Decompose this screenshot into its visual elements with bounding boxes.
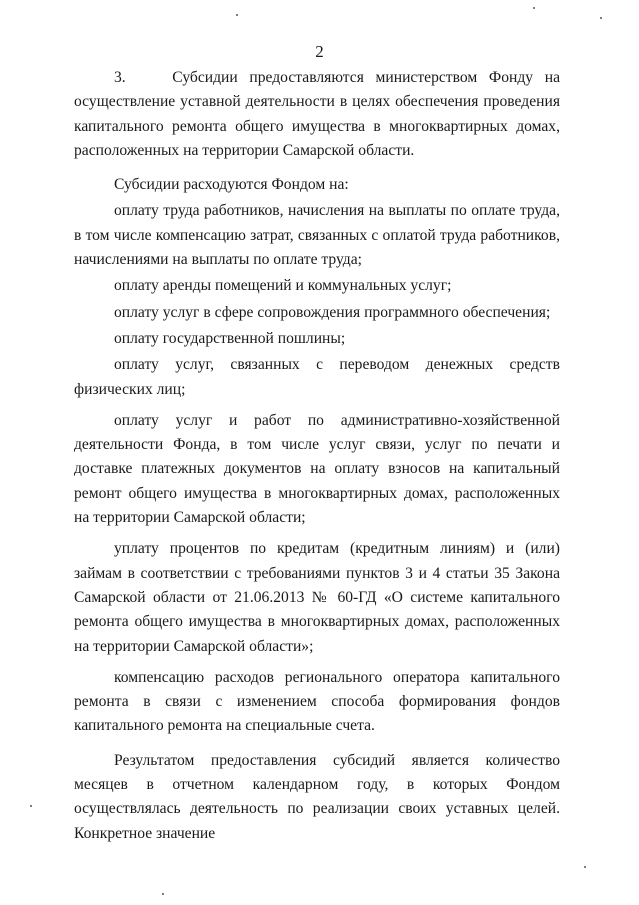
list-item-loan-interest: уплату процентов по кредитам (кредитным линиям) и (или) займам в соответствии с требованиями пунктов 3 и 4 статьи 35 Закона Самарской области от 21.06.2013 № 60-ГД «О системе капитального ремонта общего имущества в многоквартирных домах, расположенных на территории Самарской области»;: [74, 540, 560, 655]
paragraph-subsidies-spent-on: Субсидии расходуются Фондом на:: [114, 176, 349, 194]
scan-speck: [30, 805, 32, 807]
list-item-administrative-services: оплату услуг и работ по административно-хозяйственной деятельности Фонда, в том числе услуг связи, услуг по печати и доставке платежных документов на оплату взносов на капитальный ремонт общего имущества в многоквартирных домах, расположенных на территории Самарской области;: [74, 411, 560, 527]
scan-speck: [162, 893, 164, 895]
document-body: [74, 66, 560, 846]
scan-speck: [584, 866, 586, 868]
list-item-rent-utilities: оплату аренды помещений и коммунальных услуг;: [114, 277, 452, 295]
scan-speck: [236, 14, 238, 16]
list-item-money-transfers: оплату услуг, связанных с переводом денежных средств физических лиц;: [74, 356, 560, 398]
page-number: 2: [315, 42, 324, 61]
list-item-software-support: оплату услуг в сфере сопровождения программного обеспечения;: [114, 303, 551, 321]
scan-speck: [600, 17, 602, 19]
paragraph-3-subsidies-purpose: 3. Субсидии предоставляются министерством Фонду на осуществление уставной деятельности в целях обеспечения проведения капитального ремонта общего имущества в многоквартирных домах, расположенных на территории Самарской области.: [74, 69, 560, 159]
list-item-labor-payment: оплату труда работников, начисления на выплаты по оплате труда, в том числе компенсацию затрат, связанных с оплатой труда работников, начислениями на выплаты по оплате труда;: [74, 202, 560, 269]
scan-speck: [533, 7, 535, 9]
list-item-regional-operator-compensation: компенсацию расходов регионального оператора капитального ремонта в связи с изменением способа формирования фондов капитального ремонта на специальные счета.: [74, 668, 560, 735]
paragraph-subsidy-result: Результатом предоставления субсидий является количество месяцев в отчетном календарном году, в которых Фондом осуществлялась деятельность по реализации своих уставных целей. Конкретное значение: [74, 751, 560, 842]
list-item-state-duty: оплату государственной пошлины;: [114, 329, 346, 347]
